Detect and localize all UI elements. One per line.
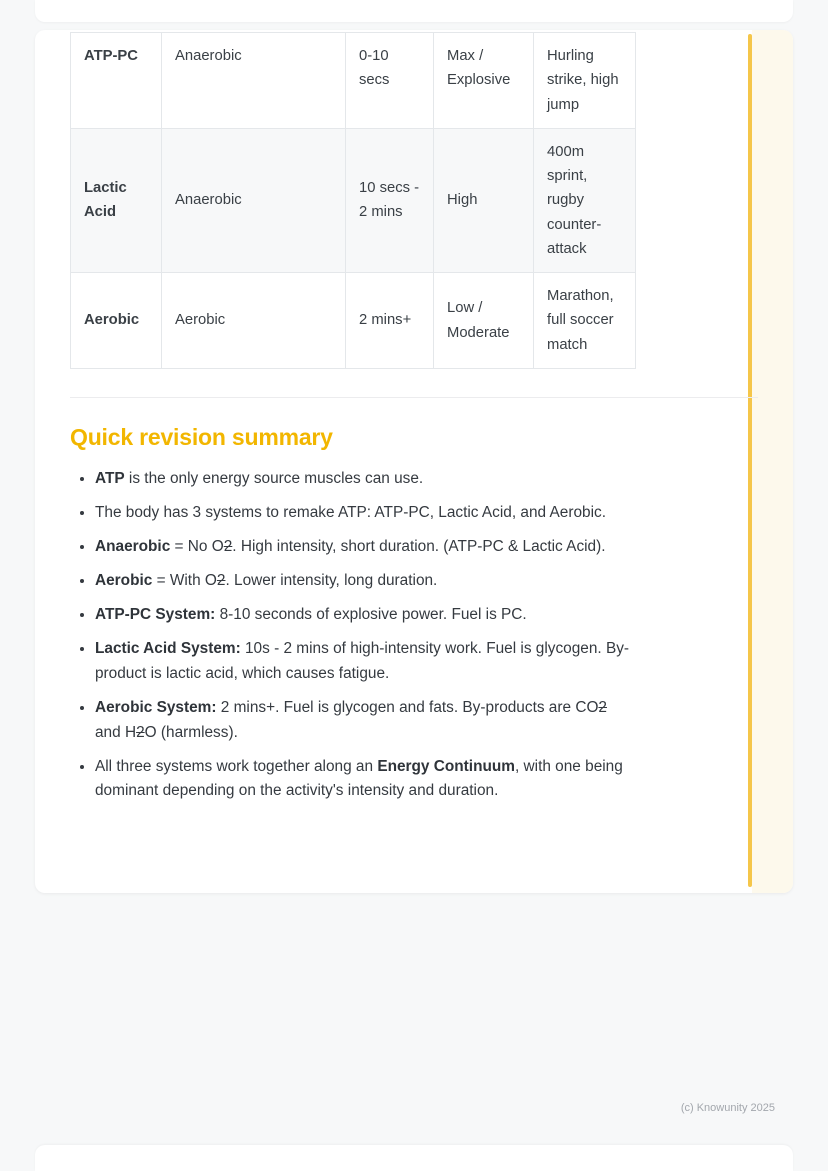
summary-bullet <box>95 603 635 628</box>
summary-bullet <box>95 569 635 594</box>
summary-list <box>70 467 635 804</box>
bullet-text: All three systems work together along an <box>95 757 378 775</box>
bullet-text-bold: Aerobic <box>95 571 153 589</box>
accent-strip <box>752 30 793 893</box>
bullet-text: . Lower intensity, long duration. <box>225 571 438 589</box>
document-page <box>35 30 793 893</box>
section-heading: Quick revision summary <box>70 423 333 450</box>
section-divider <box>70 397 758 398</box>
cell-system: Lactic Acid <box>71 128 162 272</box>
summary-bullet <box>95 637 635 687</box>
cell-system: Aerobic <box>71 273 162 369</box>
bullet-text-strike: 2 <box>136 723 145 741</box>
bullet-text: 10s - 2 mins of high-intensity work. Fuel is glycogen. By-product is lactic acid, which causes fatigue. <box>95 639 630 682</box>
cell-examples: 400m sprint, rugby counter-attack <box>534 128 636 272</box>
cell-type: Anaerobic <box>162 33 346 129</box>
bullet-text-bold: Aerobic System: <box>95 698 217 716</box>
cell-intensity: Max / Explosive <box>434 33 534 129</box>
cell-system: ATP-PC <box>71 33 162 129</box>
bullet-text: = With O <box>152 571 217 589</box>
bullet-text: , with one being dominant depending on the activity's intensity and duration. <box>95 757 623 800</box>
bullet-text-bold: ATP <box>95 469 125 487</box>
bullet-text: = No O <box>170 537 224 555</box>
bullet-text: 2 mins+. Fuel is glycogen and fats. By-products are CO <box>216 698 599 716</box>
cell-duration: 0-10 secs <box>346 33 434 129</box>
page-content <box>70 32 758 813</box>
bullet-text-strike: 2 <box>216 571 226 589</box>
previous-page-bottom <box>35 0 793 22</box>
bullet-text-bold: ATP-PC System: <box>95 605 216 623</box>
bullet-text: and H <box>95 723 137 741</box>
bullet-text: . High intensity, short duration. (ATP-PC & Lactic Acid). <box>232 537 606 555</box>
copyright-footer: (c) Knowunity 2025 <box>680 1102 775 1114</box>
cell-examples: Hurling strike, high jump <box>534 33 636 129</box>
table-row-atp-pc <box>71 33 636 129</box>
bullet-text: 8-10 seconds of explosive power. Fuel is PC. <box>215 605 527 623</box>
cell-examples: Marathon, full soccer match <box>534 273 636 369</box>
bullet-text-bold: Energy Continuum <box>377 757 515 775</box>
bullet-text-strike: 2 <box>598 698 607 716</box>
bullet-text-strike: 2 <box>223 537 233 555</box>
cell-duration: 10 secs - 2 mins <box>346 128 434 272</box>
summary-bullet <box>95 755 635 805</box>
energy-systems-table <box>70 32 636 369</box>
bullet-text: The body has 3 systems to remake ATP: ATP-PC, Lactic Acid, and Aerobic. <box>95 503 606 521</box>
bullet-text-bold: Lactic Acid System: <box>95 639 241 657</box>
summary-bullet <box>95 535 635 560</box>
summary-bullet <box>95 696 635 746</box>
cell-intensity: Low / Moderate <box>434 273 534 369</box>
next-page-top <box>35 1145 793 1171</box>
bullet-text: O (harmless). <box>144 723 238 741</box>
bullet-text-bold: Anaerobic <box>95 537 171 555</box>
summary-bullet <box>95 467 635 492</box>
table-row-lactic-acid <box>71 128 636 272</box>
bullet-text: is the only energy source muscles can use. <box>124 469 424 487</box>
cell-type: Aerobic <box>162 273 346 369</box>
cell-intensity: High <box>434 128 534 272</box>
table-row-aerobic <box>71 273 636 369</box>
summary-bullet <box>95 501 635 526</box>
cell-type: Anaerobic <box>162 128 346 272</box>
cell-duration: 2 mins+ <box>346 273 434 369</box>
